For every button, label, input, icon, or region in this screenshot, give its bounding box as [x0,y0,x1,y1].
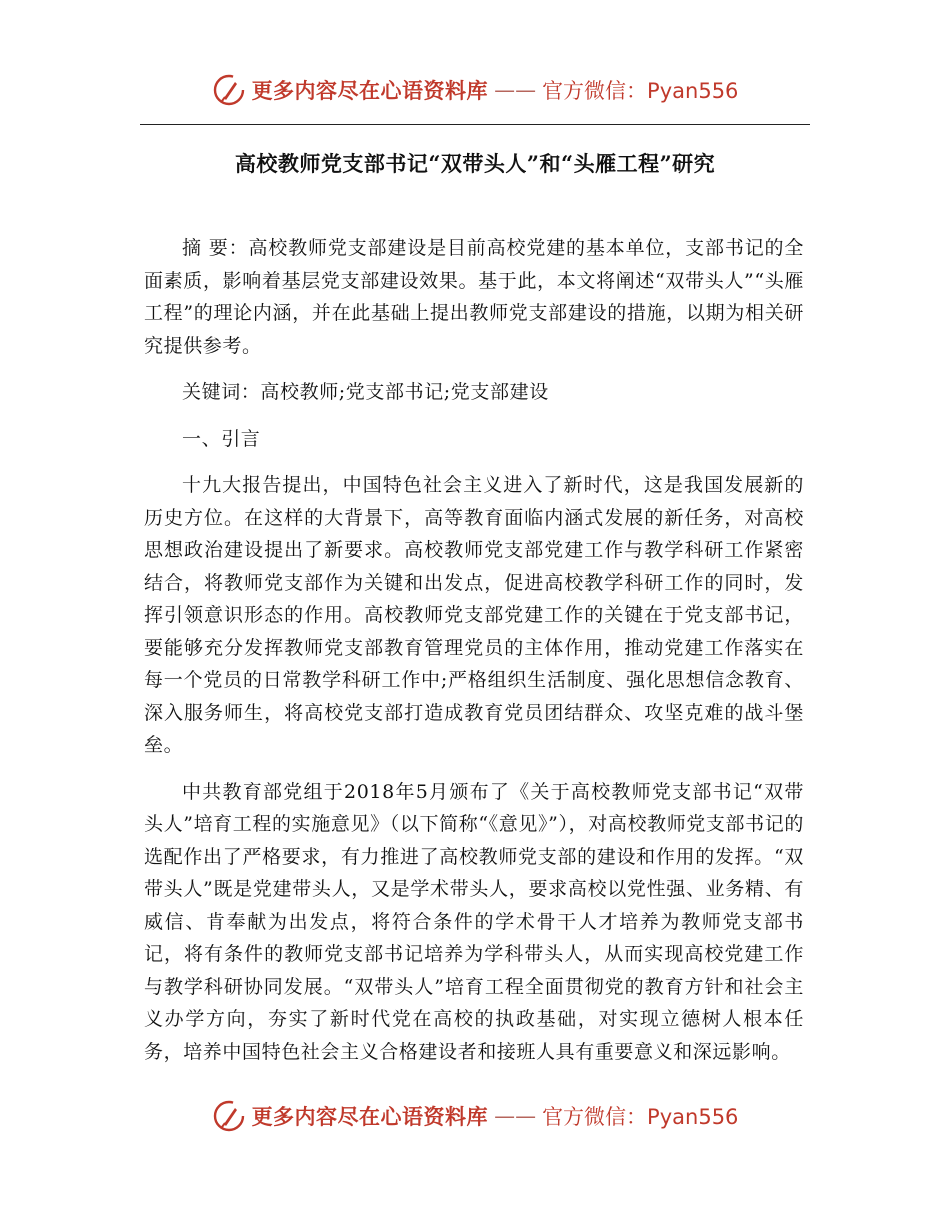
header-separator: —— [494,78,537,102]
body-paragraph-1: 十九大报告提出，中国特色社会主义进入了新时代，这是我国发展新的历史方位。在这样的大背景下，高等教育面临内涵式发展的新任务，对高校思想政治建设提出了新要求。高校教师党支部党建工作与教学科研工作紧密结合，将教师党支部作为关键和出发点，促进高校教学科研工作的同时，发挥引领意识形态的作用。高校教师党支部党建工作的关键在于党支部书记，要能够充分发挥教师党支部教育管理党员的主体作用，推动党建工作落实在每一个党员的日常教学科研工作中;严格组织生活制度、强化思想信念教育、深入服务师生，将高校党支部打造成教育党员团结群众、攻坚克难的战斗堡垒。 [144,474,804,756]
document-body [144,232,804,1082]
document-title: 高校教师党支部书记“双带头人”和“头雁工程”研究 [234,151,716,176]
footer-separator: —— [494,1104,537,1128]
footer-wechat-text: 官方微信：Pyan556 [542,1105,739,1129]
footer-banner [0,1096,950,1136]
header-divider [140,124,810,125]
quill-seal-icon [212,73,246,107]
header-brand-text: 更多内容尽在心语资料库 [251,79,489,103]
header-banner [0,70,950,110]
header-wechat-text: 官方微信：Pyan556 [542,79,739,103]
body-paragraph-2: 中共教育部党组于2018年5月颁布了《关于高校教师党支部书记“双带头人”培育工程的实施意见》（以下简称“《意见》”），对高校教师党支部书记的选配作出了严格要求，有力推进了高校教师党支部的建设和作用的发挥。“双带头人”既是党建带头人，又是学术带头人，要求高校以党性强、业务精、有威信、肯奉献为出发点，将符合条件的学术骨干人才培养为教师党支部书记，将有条件的教师党支部书记培养为学科带头人，从而实现高校党建工作与教学科研协同发展。“双带头人”培育工程全面贯彻党的教育方针和社会主义办学方向，夯实了新时代党在高校的执政基础，对实现立德树人根本任务，培养中国特色社会主义合格建设者和接班人具有重要意义和深远影响。 [144,780,804,1063]
keywords-line: 关键词：高校教师;党支部书记;党支部建设 [182,381,549,403]
footer-brand-text: 更多内容尽在心语资料库 [251,1105,489,1129]
abstract-paragraph: 摘 要：高校教师党支部建设是目前高校党建的基本单位，支部书记的全面素质，影响着基层党支部建设效果。基于此，本文将阐述“双带头人”“头雁工程”的理论内涵，并在此基础上提出教师党支部建设的措施，以期为相关研究提供参考。 [144,237,804,357]
quill-seal-icon [212,1099,246,1133]
section-heading: 一、引言 [182,427,261,450]
